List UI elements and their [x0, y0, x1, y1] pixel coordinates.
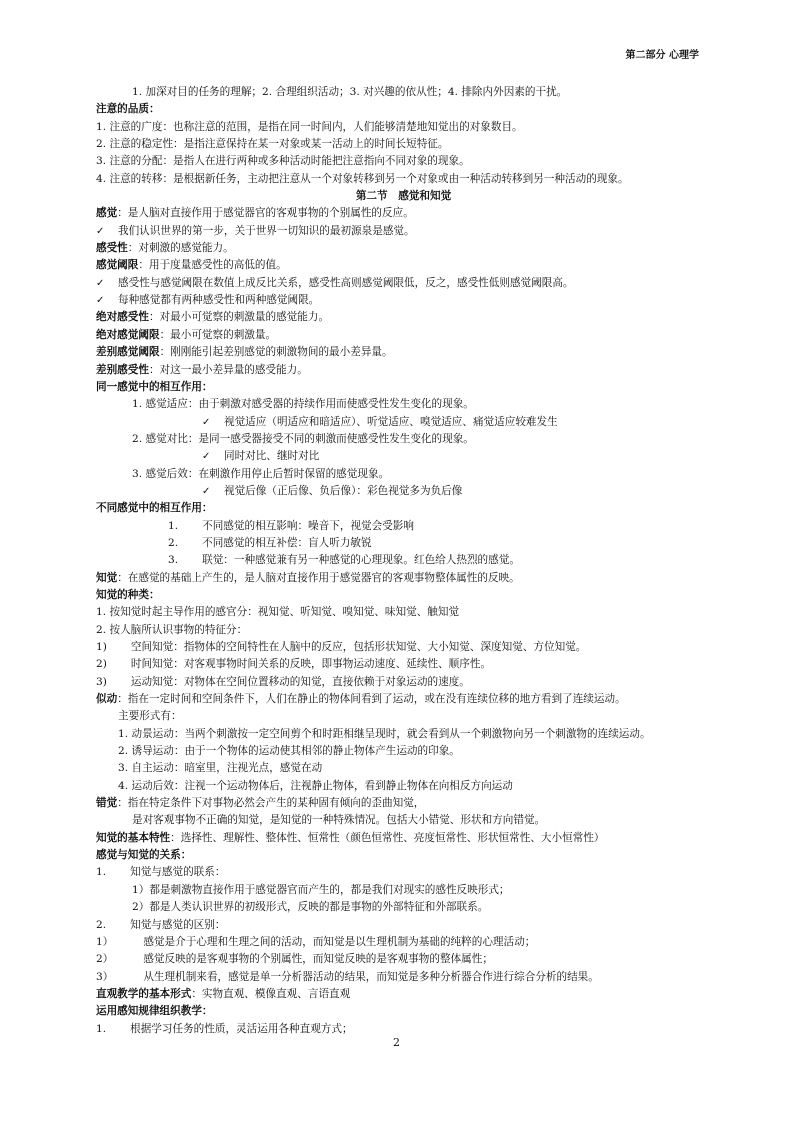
term: 差别感觉阈限: [96, 346, 160, 359]
definition-line: [96, 240, 711, 257]
definition: ：对最小可觉察的刺激量的感觉能力。: [148, 311, 330, 324]
text-line: 2. 注意的稳定性：是指注意保持在某一对象或某一活动上的时间长短特征。: [96, 138, 449, 151]
term: 知觉的基本特性: [96, 831, 171, 844]
list-number: 2）: [96, 953, 114, 966]
definition: ：刚刚能引起差别感觉的刺激物间的最小差异量。: [159, 346, 393, 359]
list-item: [96, 882, 711, 899]
list-text: 都是刺激物直接作用于感觉器官而产生的，都是我们对现实的感性反映形式；: [149, 883, 510, 896]
list-number: 1.: [168, 519, 179, 532]
list-item: [96, 518, 711, 535]
definition-line: [96, 257, 711, 274]
document-body: [96, 84, 711, 1038]
definition-line: [96, 362, 711, 379]
list-text: 知觉与感觉的区别：: [130, 918, 226, 931]
list-item: [96, 969, 711, 986]
term: 直观教学的基本形式: [96, 987, 192, 1000]
term: 感受性: [96, 242, 128, 255]
list-text: 都是人类认识世界的初级形式，反映的都是事物的外部特征和外部联系。: [149, 901, 489, 914]
definition-line: [96, 986, 711, 1003]
list-text: 时间知觉：对客观事物时间关系的反映，即事物运动速度、延续性、顺序性。: [130, 658, 492, 671]
list-text: 空间知觉：指物体的空间特性在人脑中的反应，包括形状知觉、大小知觉、深度知觉、方位知觉。: [130, 641, 587, 653]
list-item: [96, 917, 711, 934]
term: 差别感受性: [96, 363, 149, 376]
definition-line: [96, 830, 711, 847]
list-text: 联觉：一种感觉兼有另一种感觉的心理现象。红色给人热烈的感觉。: [202, 554, 520, 567]
text-line: 4. 注意的转移：是根据新任务，主动把注意从一个对象转移到另一个对象或由一种活动转移到另一种活动的现象。: [96, 172, 629, 185]
definition: ：最小可觉察的刺激量。: [159, 328, 277, 341]
text-line: 2. 诱导运动：由于一个物体的运动使其相邻的静止物体产生运动的印象。: [118, 745, 460, 758]
list-number: 1.: [96, 866, 107, 879]
definition-line: [96, 205, 711, 222]
term: 感觉: [96, 207, 118, 220]
list-item: [96, 674, 711, 691]
text-line: 主要形式有：: [118, 710, 182, 723]
list-number: 3.: [168, 554, 179, 567]
definition: ：在感觉的基础上产生的，是人脑对直接作用于感觉器官的客观事物整体属性的反映。: [117, 571, 520, 584]
definition: ：用于度量感受性的高低的值。: [138, 259, 287, 272]
list-text: 根据学习任务的性质，灵活运用各种直观方式；: [130, 1022, 353, 1035]
text-line: 是对客观事物不正确的知觉，是知觉的一种特殊情况。包括大小错觉、形状和方向错觉。: [132, 814, 546, 827]
heading-sensation-perception-relation: 感觉与知觉的关系：: [96, 849, 192, 862]
list-number: 2.: [168, 536, 179, 549]
list-text: 运动知觉：对物体在空间位置移动的知觉，直接依赖于对象运动的速度。: [130, 675, 470, 688]
page-header: 第二部分 心理学: [625, 50, 699, 61]
list-text: 知觉与感觉的联系：: [130, 866, 226, 879]
term: 错觉: [96, 797, 118, 810]
text-line: 1. 加深对目的任务的理解；2. 合理组织活动；3. 对兴趣的依从性；4. 排除内外因素的干扰。: [132, 86, 568, 98]
list-item: [96, 535, 711, 552]
definition: ：实物直观、模像直观、言语直观: [191, 987, 351, 1000]
text-line: 2. 按人脑所认识事物的特征分：: [96, 623, 248, 636]
list-text: 不同感觉的相互影响：噪音下，视觉会受影响: [202, 519, 414, 532]
definition-line: [96, 691, 711, 708]
list-item: [96, 864, 711, 881]
heading-cross-sense-interaction: 不同感觉中的相互作用：: [96, 502, 213, 515]
definition: ：对刺激的感觉能力。: [127, 242, 234, 255]
heading-teaching-with-perception: 运用感知规律组织教学：: [96, 1005, 213, 1018]
check-item: ✓ 我们认识世界的第一步，关于世界一切知识的最初源泉是感觉。: [96, 223, 711, 240]
list-item: [96, 899, 711, 916]
list-number: 1）: [96, 935, 114, 948]
text-line: 1. 按知觉时起主导作用的感官分：视知觉、听知觉、嗅知觉、味知觉、触知觉: [96, 606, 460, 619]
text-line: 3. 感觉后效：在刺激作用停止后暂时保留的感觉现象。: [132, 467, 390, 480]
definition: ：对这一最小差异量的感受能力。: [148, 363, 308, 376]
text-line: 1. 感觉适应：由于刺激对感受器的持续作用而使感受性发生变化的现象。: [132, 398, 474, 411]
check-item: ✓ 视觉后像（正后像、负后像）：彩色视觉多为负后像: [96, 483, 711, 500]
list-text: 不同感觉的相互补偿：盲人听力敏锐: [202, 536, 372, 549]
list-number: 2）: [132, 901, 150, 914]
definition-line: [96, 344, 711, 361]
term: 绝对感受性: [96, 311, 149, 324]
text-line: 1. 注意的广度：也称注意的范围，是指在同一时间内，人们能够清楚地知觉出的对象数目。: [96, 120, 523, 133]
list-number: 2.: [96, 918, 107, 931]
term: 似动: [96, 693, 118, 706]
list-number: 1): [96, 641, 107, 653]
check-item: ✓ 视觉适应（明适应和暗适应）、听觉适应、嗅觉适应、痛觉适应较难发生: [96, 414, 711, 431]
text-line: 2. 感觉对比：是同一感受器接受不同的刺激而使感受性发生变化的现象。: [132, 432, 474, 445]
list-item: [96, 639, 711, 656]
definition-line: [96, 309, 711, 326]
check-item: ✓ 每种感觉都有两种感受性和两种感觉阈限。: [96, 292, 711, 309]
list-text: 感觉反映的是客观事物的个别属性，而知觉反映的是客观事物的整体属性；: [143, 953, 493, 966]
text-line: 1. 动景运动：当两个刺激按一定空间剪个和时距相继呈现时，就会看到从一个刺激物向另一个刺激物的连续运动。: [118, 727, 651, 740]
list-item: [96, 951, 711, 968]
list-text: 感觉是介于心理和生理之间的活动，而知觉是以生理机制为基础的纯粹的心理活动；: [143, 935, 536, 948]
definition: ：指在一定时间和空间条件下，人们在静止的物体间看到了运动，或在没有连续位移的地方看到了连续运动。: [117, 693, 626, 706]
term: 知觉: [96, 571, 118, 584]
definition: ：指在特定条件下对事物必然会产生的某种固有倾向的歪曲知觉，: [117, 797, 425, 810]
list-number: 3）: [96, 970, 114, 983]
heading-same-sense-interaction: 同一感觉中的相互作用：: [96, 380, 213, 393]
heading-perception-types: 知觉的种类：: [96, 588, 160, 601]
text-line: 3. 注意的分配：是指人在进行两种或多种活动时能把注意指向不同对象的现象。: [96, 155, 470, 168]
page-number: 2: [393, 1036, 400, 1049]
definition: ：选择性、理解性、整体性、恒常性（颜色恒常性、亮度恒常性、形状恒常性、大小恒常性）: [170, 831, 605, 844]
list-item: [96, 934, 711, 951]
text-line: 3. 自主运动：暗室里，注视光点，感觉在动: [118, 762, 323, 775]
list-number: 1）: [132, 883, 150, 896]
list-number: 3): [96, 675, 107, 688]
list-number: 2): [96, 658, 107, 671]
text-line: 4. 运动后效：注视一个运动物体后，注视静止物体，看到静止物体在向相反方向运动: [118, 779, 513, 792]
definition: ：是人脑对直接作用于感觉器官的客观事物的个别属性的反应。: [117, 207, 414, 220]
heading-attention-quality: 注意的品质：: [96, 103, 160, 116]
definition-line: [96, 570, 711, 587]
list-item: [96, 552, 711, 569]
definition-line: [96, 795, 711, 812]
check-item: ✓ 同时对比、继时对比: [96, 448, 711, 465]
list-number: 1.: [96, 1022, 107, 1035]
list-text: 从生理机制来看，感觉是单一分析器活动的结果，而知觉是多种分析器合作进行综合分析的结果。: [143, 970, 599, 983]
definition-line: [96, 327, 711, 344]
check-item: ✓ 感受性与感觉阈限在数值上成反比关系，感受性高则感觉阈限低，反之，感受性低则感觉阈限高。: [96, 275, 711, 292]
term: 感觉阈限: [96, 259, 139, 272]
list-item: [96, 656, 711, 673]
term: 绝对感觉阈限: [96, 328, 160, 341]
section-title: 第二节 感觉和知觉: [355, 190, 452, 203]
